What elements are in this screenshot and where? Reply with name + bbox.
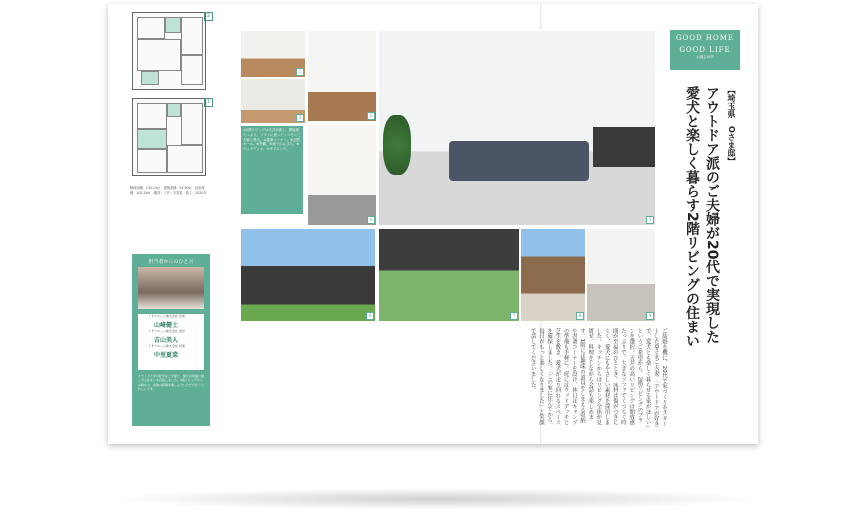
photo-tag: 7 (510, 312, 518, 320)
photo-tag: 8 (576, 312, 584, 320)
staff-comment: アウトドアがお好きなご夫婦と、愛犬が快適に過ごせる住まいを目指しました。2階リビングからの眺めと、家族の時間を楽しんでいただけたらうれしいです。 (138, 374, 205, 392)
photo-deck (520, 228, 586, 322)
staff-role: ミサワホーム株式会社 設計 (148, 329, 185, 333)
staff-names (138, 314, 204, 370)
sofa (449, 141, 589, 181)
staff-photo (138, 267, 204, 309)
photo-tag: 3 (296, 114, 304, 122)
staff-name: 山﨑健士 (154, 322, 179, 329)
photo-caption: ①2階リビングは天井が高く、開放感たっぷり。ソファに座ってくつろぐご夫婦と愛犬。②書斎コーナー。③玄関ホール。④外観。⑤庭でのんびり。⑥ウッドデッキ。⑦ダイニング。 (241, 126, 303, 214)
photo-desk (307, 30, 377, 122)
good-home-good-life-logo: GOOD HOME GOOD LIFE お施主の声 (670, 30, 740, 70)
staff-role: ミサワホーム株式会社 営業 (148, 314, 185, 318)
staff-name: 吉山美人 (154, 337, 179, 344)
photo-tag: 2 (367, 112, 375, 120)
photo-dining (586, 228, 656, 322)
photo-exterior (240, 228, 376, 322)
staff-name: 中里夏菜 (154, 352, 179, 359)
staff-comment-box (132, 254, 210, 426)
photo-tag: 4 (367, 216, 375, 224)
plan-tag: 2 (204, 12, 213, 21)
photo-tag: 5 (646, 216, 654, 224)
staff-role: ミサワホーム株式会社 営業 (148, 344, 185, 348)
photo-tag: 1 (296, 68, 304, 76)
location-label: 【埼玉県 Oさま邸】 (727, 86, 736, 165)
photo-entrance (307, 124, 377, 226)
headline-line-1: アウトドア派のご夫婦が20代で実現した (704, 86, 720, 344)
staff-title: 担当者からのひと言 (148, 259, 194, 265)
floor-plan-1f (132, 12, 206, 90)
plan-tag: 1 (204, 98, 213, 107)
photo-living-room-main (378, 30, 656, 226)
house-specs: 敷地面積：132.13㎡ 建築面積：59.60㎡ 延床面積：105.29㎡ 構造・工法：木質系 竣工：2020年 (130, 186, 207, 195)
article-body: ご結婚を機に、20代で家づくりをスタートしたOさまご夫妻。「アウトドアが好きで、愛犬とも楽しく暮らせる家がほしい」というご希望から、2階リビングのプランを選択。天井の高いリビングは開放感たっぷりで、大きなソファでくつろぐ時間が至福のひととき。床材は傷がつきにくく、愛犬にもやさしい素材を採用しました。キッチンからはリビング全体が見渡せ、料理をしながら会話も楽しめます。1階には趣味の道具をしまえる収納や書斎コーナーを設け、休日はキャンプの準備も手軽に。庭にはウッドデッキと芝生を敷き、愛犬が走り回れるスペースを確保しました。「この家に住んでから、毎日がもっと楽しくなりました」と笑顔で話してくださいました。 (529, 328, 667, 428)
photo-tag: 6 (366, 312, 374, 320)
page-shadow (110, 488, 760, 510)
floor-plan-2f (132, 98, 206, 176)
headline-line-2: 愛犬と楽しく暮らす2階リビングの住まい (684, 86, 700, 348)
photo-tag: 9 (646, 312, 654, 320)
kitchen (593, 127, 655, 167)
photo-garden (378, 228, 520, 322)
plant (383, 115, 411, 175)
